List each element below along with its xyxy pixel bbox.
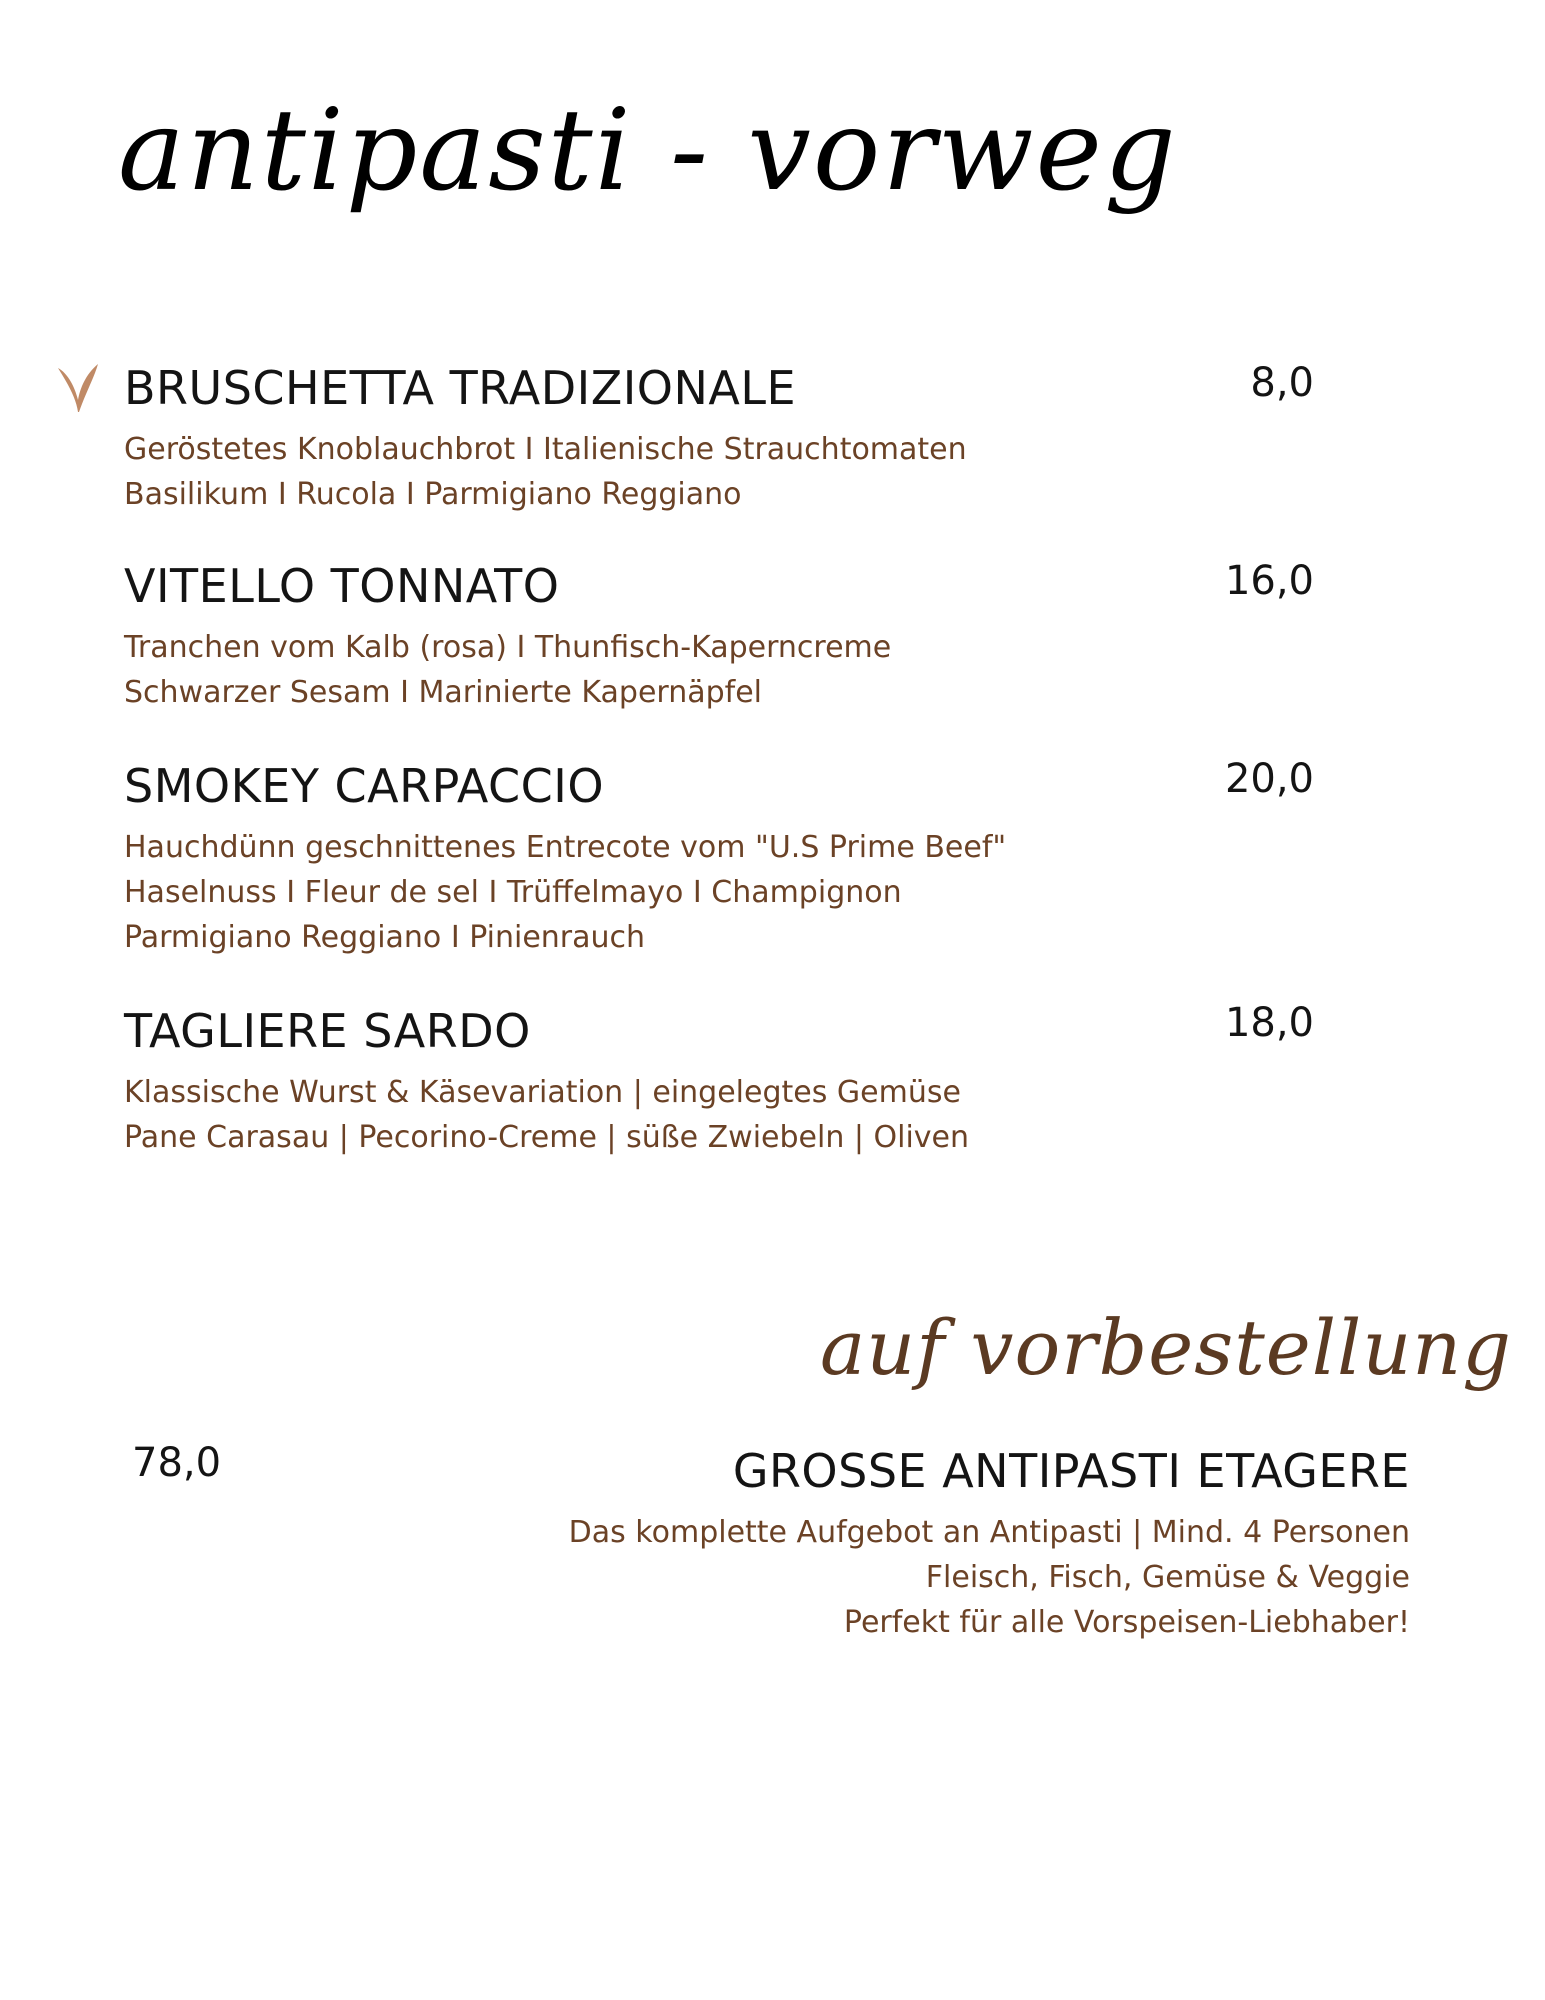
description-line: Hauchdünn geschnittenes Entrecote vom "U.S Prime Beef" [124,829,1007,865]
dish-description [480,1510,1410,1645]
description-line: Schwarzer Sesam I Marinierte Kapernäpfel [124,674,762,710]
menu-item-tagliere-sardo [124,1000,1424,1160]
description-line: Das komplette Aufgebot an Antipasti | Mind. 4 Personen [568,1514,1410,1550]
menu-item-bruschetta [124,362,1424,517]
dish-name: TAGLIERE SARDO [124,1004,531,1058]
dish-description [124,825,1424,960]
menu-item-smokey-carpaccio [124,756,1424,960]
dish-price: 16,0 [1224,558,1314,604]
leaf-icon [56,362,100,414]
dish-name: SMOKEY CARPACCIO [124,759,605,813]
preorder-title: auf vorbestellung [820,1303,1512,1392]
description-line: Fleisch, Fisch, Gemüse & Veggie [925,1559,1410,1595]
dish-name: BRUSCHETTA TRADIZIONALE [124,361,797,415]
menu-item-antipasti-etagere [480,1445,1410,1645]
description-line: Basilikum I Rucola I Parmigiano Reggiano [124,476,742,512]
dish-price: 8,0 [1250,360,1314,406]
description-line: Haselnuss I Fleur de sel I Trüffelmayo I Champignon [124,874,902,910]
dish-price: 20,0 [1224,756,1314,802]
description-line: Geröstetes Knoblauchbrot I Italienische Strauchtomaten [124,431,967,467]
dish-name: GROSSE ANTIPASTI ETAGERE [732,1444,1410,1498]
dish-description [124,625,1424,715]
page-title: antipasti - vorweg [118,86,1178,216]
description-line: Pane Carasau | Pecorino-Creme | süße Zwiebeln | Oliven [124,1119,970,1155]
dish-price: 18,0 [1224,1000,1314,1046]
dish-description [124,427,1424,517]
dish-description [124,1070,1424,1160]
description-line: Tranchen vom Kalb (rosa) I Thunfisch-Kaperncreme [124,629,892,665]
description-line: Klassische Wurst & Käsevariation | eingelegtes Gemüse [124,1074,961,1110]
description-line: Parmigiano Reggiano I Pinienrauch [124,919,646,955]
dish-name: VITELLO TONNATO [124,559,560,613]
special-price: 78,0 [132,1440,222,1486]
menu-item-vitello-tonnato [124,560,1424,715]
description-line: Perfekt für alle Vorspeisen-Liebhaber! [843,1604,1410,1640]
